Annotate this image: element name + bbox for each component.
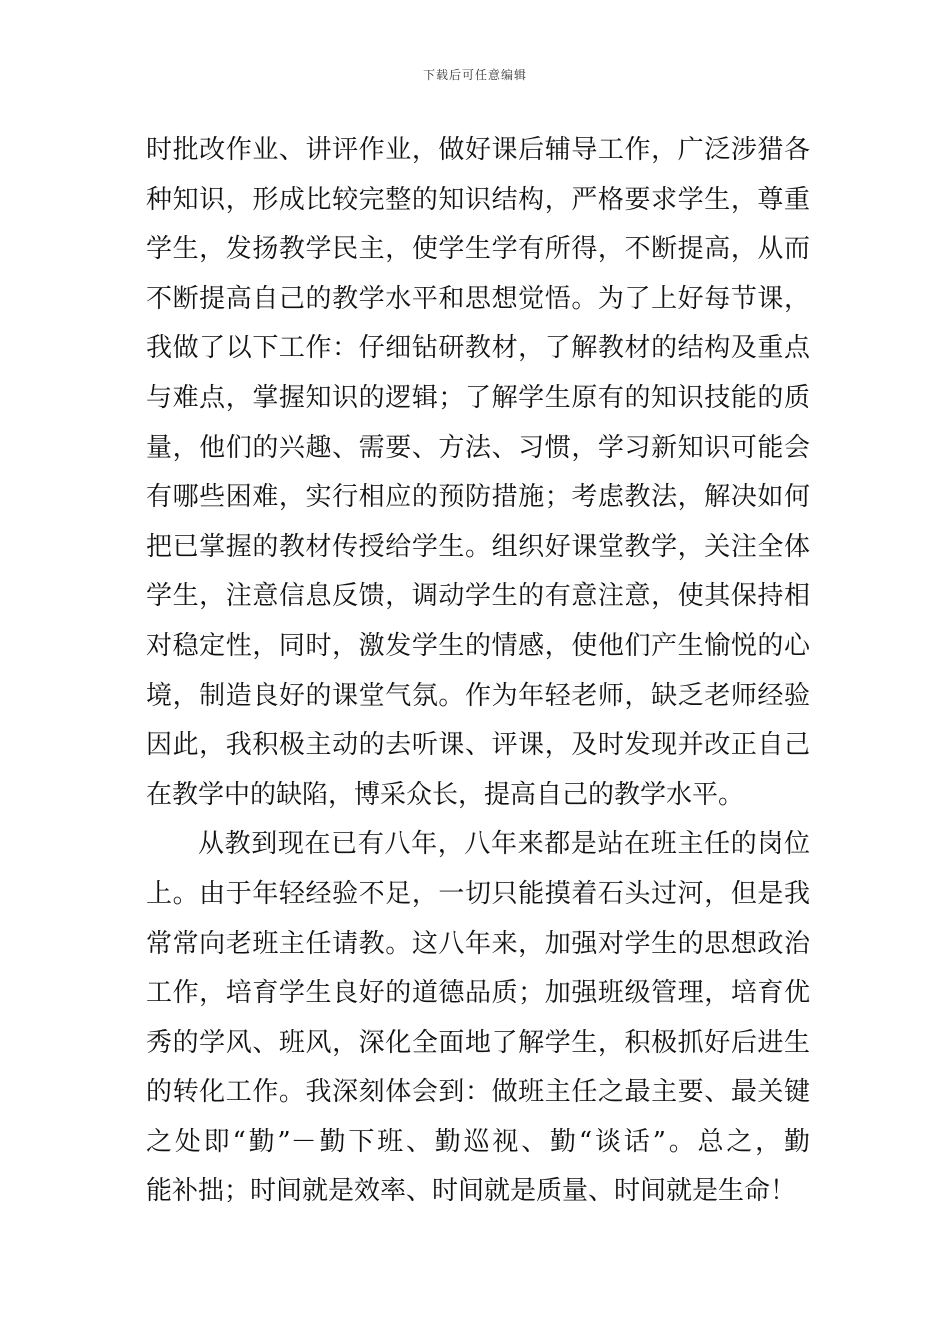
- paragraph-1: [146, 126, 810, 820]
- text-line: 把已掌握的教材传授给学生。组织好课堂教学，关注全体: [146, 531, 810, 562]
- text-line: 秀的学风、班风，深化全面地了解学生，积极抓好后进生: [146, 1027, 810, 1058]
- page-header: 下载后可任意编辑: [422, 68, 527, 82]
- text-line: 工作，培育学生良好的道德品质；加强班级管理，培育优: [146, 978, 810, 1009]
- text-line: 从教到现在已有八年，八年来都是站在班主任的岗位: [198, 829, 810, 860]
- paragraph-2: [146, 820, 810, 1217]
- text-line: 与难点，掌握知识的逻辑；了解学生原有的知识技能的质: [146, 382, 810, 413]
- text-line: 量，他们的兴趣、需要、方法、习惯，学习新知识可能会: [146, 432, 810, 463]
- document-body: [146, 126, 810, 1217]
- text-line: 境，制造良好的课堂气氛。作为年轻老师，缺乏老师经验: [146, 680, 810, 711]
- text-line: 能补拙；时间就是效率、时间就是质量、时间就是生命！: [146, 1176, 797, 1207]
- text-line: 之处即“勤”－勤下班、勤巡视、勤“谈话”。总之，勤: [146, 1126, 810, 1157]
- text-line: 学生，注意信息反馈，调动学生的有意注意，使其保持相: [146, 581, 810, 612]
- text-line: 对稳定性，同时，激发学生的情感，使他们产生愉悦的心: [146, 630, 810, 661]
- text-line: 常常向老班主任请教。这八年来，加强对学生的思想政治: [146, 928, 810, 959]
- text-line: 在教学中的缺陷，博采众长，提高自己的教学水平。: [146, 779, 745, 810]
- text-line: 我做了以下工作：仔细钻研教材，了解教材的结构及重点: [146, 333, 810, 364]
- text-line: 种知识，形成比较完整的知识结构，严格要求学生，尊重: [146, 184, 810, 215]
- text-line: 学生，发扬教学民主，使学生学有所得，不断提高，从而: [146, 234, 810, 265]
- text-line: 因此，我积极主动的去听课、评课，及时发现并改正自己: [146, 730, 810, 761]
- text-line: 有哪些困难，实行相应的预防措施；考虑教法，解决如何: [146, 482, 810, 513]
- text-line: 不断提高自己的教学水平和思想觉悟。为了上好每节课，: [146, 283, 810, 314]
- text-line: 的转化工作。我深刻体会到：做班主任之最主要、最关键: [146, 1077, 810, 1108]
- text-line: 上。由于年轻经验不足，一切只能摸着石头过河，但是我: [146, 878, 810, 909]
- text-line: 时批改作业、讲评作业，做好课后辅导工作，广泛涉猎各: [146, 135, 810, 165]
